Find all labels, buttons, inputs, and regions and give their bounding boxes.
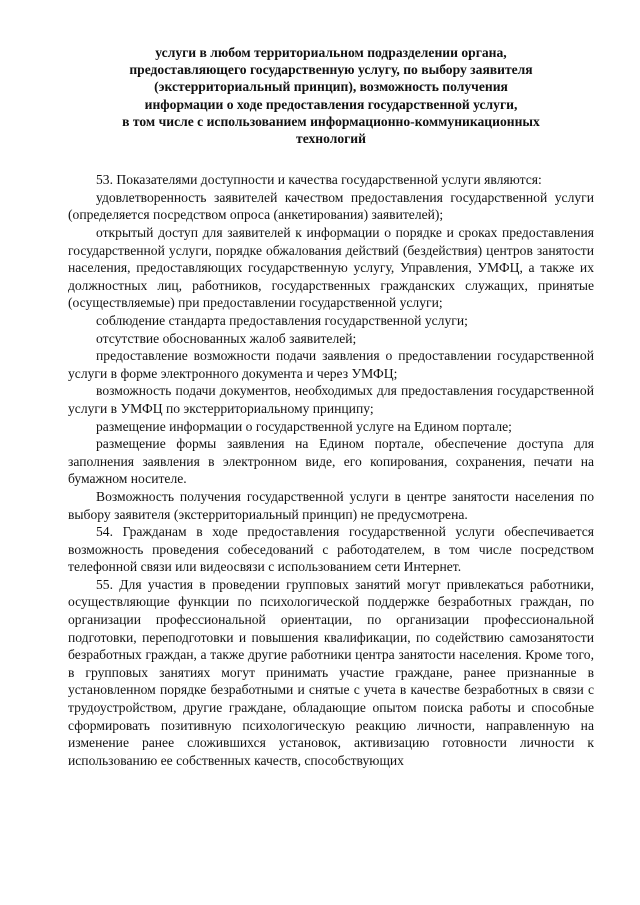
document-page [68,44,594,769]
paragraph-extraterritorial-note: Возможность получения государственной услуги в центре занятости населения по выбору заявителя (экстерриториальный принцип) не предусмотрена. [68,488,594,522]
heading-line: предоставляющего государственную услугу, по выбору заявителя [129,62,533,78]
document-body [68,171,594,769]
list-item-standard-compliance: соблюдение стандарта предоставления государственной услуги; [96,312,468,328]
paragraph-55: 55. Для участия в проведении групповых занятий могут привлекаться работники, осуществляющие функции по психологической поддержке безработных граждан, по организации профессиональной ориентации, по организации профессиональной подготовки, переподготовки и повышения квалификации, по содействию самозанятости безработных граждан, а также другие работники центра занятости населения. Кроме того, в групповых занятиях могут принимать участие граждане, ранее признанные в установленном порядке безработными и снятые с учета в качестве безработных в связи с трудоустройством, другие граждане, обладающие опытом поиска работы и способные сформировать позитивную психологическую реакцию личности, направленную на изменение ранее сложившихся установок, активизацию готовности личности к использованию ее собственных качеств, способствующих [68,576,594,768]
heading-line: услуги в любом территориальном подразделении органа, [155,45,507,60]
list-item-no-complaints: отсутствие обоснованных жалоб заявителей; [96,330,357,346]
heading-line: (экстерриториальный принцип), возможность получения [154,79,508,95]
paragraph-53-intro: 53. Показателями доступности и качества государственной услуги являются: [96,172,542,188]
list-item-electronic-submission: предоставление возможности подачи заявления о предоставлении государственной услуги в форме электронного документа и через УМФЦ; [68,348,594,381]
paragraph-54: 54. Гражданам в ходе предоставления государственной услуги обеспечивается возможность проведения собеседований с работодателем, в том числе посредством телефонной связи или видеосвязи с использованием сети Интернет. [68,524,594,575]
list-item-extraterritorial-umfc: возможность подачи документов, необходимых для предоставления государственной услуги в УМФЦ по экстерриториальному принципу; [68,383,594,416]
list-item-open-access: открытый доступ для заявителей к информации о порядке и сроках предоставления государственной услуги, порядке обжалования действий (бездействия) центров занятости населения, предоставляющих государственную услугу, Управления, УМФЦ, а также их должностных лиц, работников, государственных гражданских служащих, принятые (осуществляемые) при предоставлении государственной услуги; [68,225,594,311]
heading-line: в том числе с использованием информационно-коммуникационных [122,113,540,129]
list-item-portal-form: размещение формы заявления на Едином портале, обеспечение доступа для заполнения заявления в электронном виде, его копирования, сохранения, печати на бумажном носителе. [68,436,594,487]
section-heading [68,44,594,147]
list-item-portal-info: размещение информации о государственной услуге на Едином портале; [96,418,512,434]
heading-line: технологий [296,131,366,147]
list-item-satisfaction: удовлетворенность заявителей качеством предоставления государственной услуги (определяется посредством опроса (анкетирования) заявителей); [68,189,594,223]
heading-line: информации о ходе предоставления государственной услуги, [144,96,518,112]
